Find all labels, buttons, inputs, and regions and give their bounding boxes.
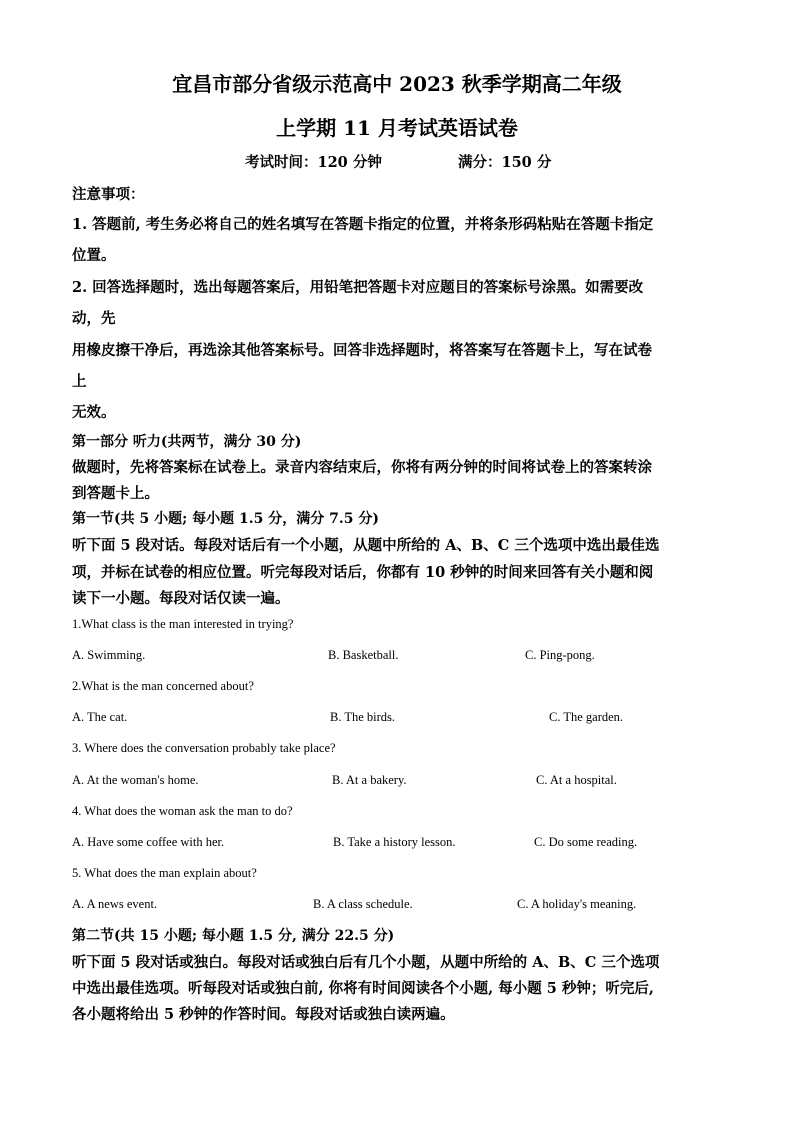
- notes-heading: 注意事项：: [72, 186, 145, 203]
- option-a: A. A news event.: [72, 897, 158, 911]
- option-b: B. At a bakery.: [332, 773, 407, 787]
- notes-line: 位置。: [72, 247, 116, 264]
- part1-instruction: 做题时，先将答案标在试卷上。录音内容结束后，你将有两分钟的时间将试卷上的答案转涂: [72, 459, 652, 476]
- option-a: A. The cat.: [72, 710, 128, 724]
- option-a: A. At the woman's home.: [72, 773, 199, 787]
- exam-time: 考试时间：120 分钟: [245, 154, 382, 171]
- option-a: A. Have some coffee with her.: [72, 835, 225, 849]
- notes-line: 无效。: [72, 404, 116, 421]
- section2-instruction: 听下面 5 段对话或独白。每段对话或独白后有几个小题，从题中所给的 A、B、C 三个选项: [72, 954, 660, 971]
- part1-instruction: 到答题卡上。: [72, 485, 159, 502]
- full-score: 满分：150 分: [458, 154, 552, 171]
- option-c: C. At a hospital.: [536, 773, 617, 787]
- section2-instruction: 中选出最佳选项。听每段对话或独白前, 你将有时间阅读各个小题, 每小题 5 秒钟；听完后,: [72, 980, 654, 997]
- exam-title-line1: 宜昌市部分省级示范高中 2023 秋季学期高二年级: [172, 72, 622, 96]
- option-b: B. The birds.: [330, 710, 396, 724]
- question-text: 1.What class is the man interested in trying?: [72, 617, 294, 631]
- option-b: B. Basketball.: [328, 648, 399, 662]
- option-c: C. A holiday's meaning.: [517, 897, 637, 911]
- option-b: B. A class schedule.: [313, 897, 413, 911]
- section2-instruction: 各小题将给出 5 秒钟的作答时间。每段对话或独白读两遍。: [72, 1006, 455, 1023]
- question-text: 2.What is the man concerned about?: [72, 679, 254, 693]
- section1-instruction: 读下一小题。每段对话仅读一遍。: [72, 590, 290, 607]
- part1-heading: 第一部分 听力(共两节，满分 30 分): [72, 434, 302, 450]
- section2-heading: 第二节(共 15 小题; 每小题 1.5 分, 满分 22.5 分): [72, 928, 395, 944]
- notes-line: 用橡皮擦干净后，再选涂其他答案标号。回答非选择题时，将答案写在答题卡上，写在试卷: [72, 342, 652, 359]
- option-b: B. Take a history lesson.: [333, 835, 456, 849]
- question-text: 3. Where does the conversation probably take place?: [72, 741, 336, 755]
- section1-instruction: 项，并标在试卷的相应位置。听完每段对话后，你都有 10 秒钟的时间来回答有关小题和阅: [72, 564, 654, 581]
- question-text: 4. What does the woman ask the man to do?: [72, 804, 293, 818]
- option-a: A. Swimming.: [72, 648, 146, 662]
- notes-line: 1. 答题前, 考生务必将自己的姓名填写在答题卡指定的位置，并将条形码粘贴在答题卡指定: [72, 216, 654, 233]
- notes-line: 2. 回答选择题时，选出每题答案后，用铅笔把答题卡对应题目的答案标号涂黑。如需要改: [72, 279, 644, 296]
- section1-instruction: 听下面 5 段对话。每段对话后有一个小题，从题中所给的 A、B、C 三个选项中选出最佳选: [72, 537, 660, 554]
- option-c: C. Ping-pong.: [525, 648, 595, 662]
- notes-line: 动，先: [72, 310, 116, 327]
- option-c: C. Do some reading.: [534, 835, 638, 849]
- option-c: C. The garden.: [549, 710, 624, 724]
- question-text: 5. What does the man explain about?: [72, 866, 257, 880]
- notes-line: 上: [72, 373, 87, 390]
- section1-heading: 第一节(共 5 小题; 每小题 1.5 分，满分 7.5 分): [72, 511, 379, 527]
- exam-title-line2: 上学期 11 月考试英语试卷: [276, 116, 518, 140]
